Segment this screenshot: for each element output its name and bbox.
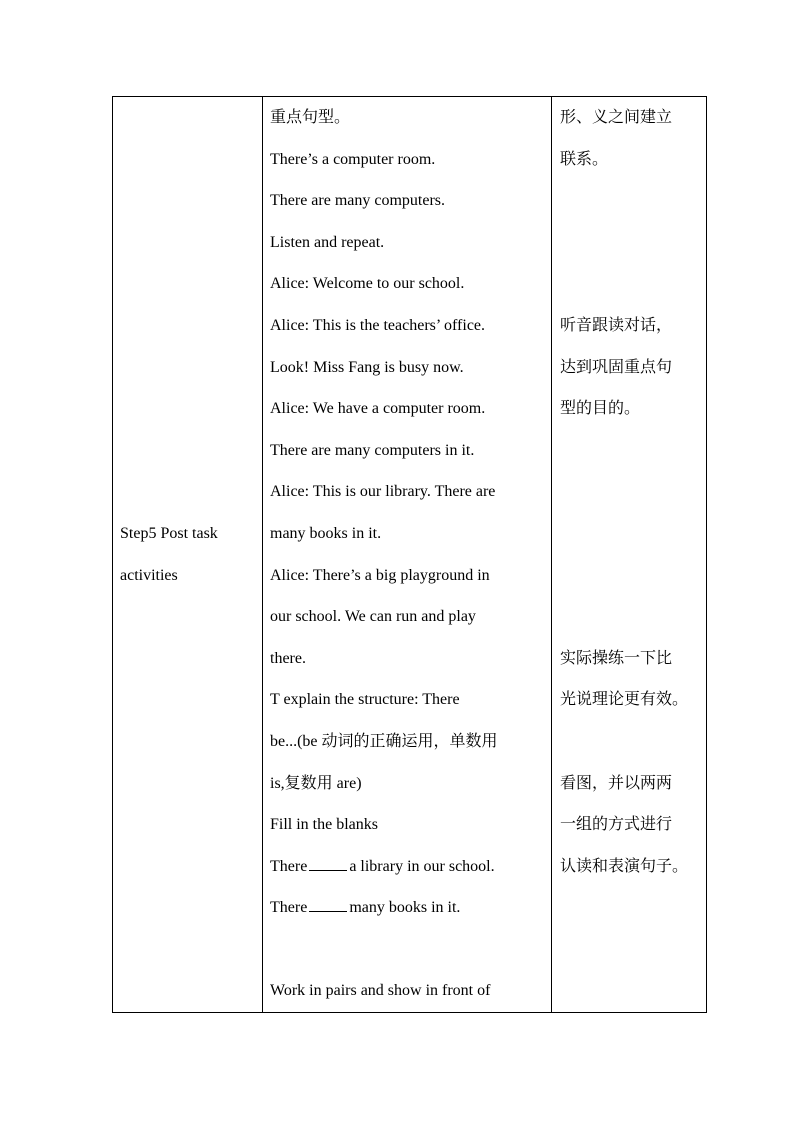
purpose-line: 听音跟读对话， bbox=[560, 316, 673, 334]
purpose-line: 达到巩固重点句 bbox=[560, 358, 673, 376]
step-label-line2: activities bbox=[120, 566, 178, 584]
activity-line: Alice: Welcome to our school. bbox=[270, 275, 465, 293]
purpose-line: 认读和表演句子。 bbox=[560, 857, 689, 875]
purpose-line: 联系。 bbox=[560, 150, 609, 168]
lesson-plan-table bbox=[112, 96, 707, 1013]
activity-cell bbox=[263, 97, 552, 1013]
step-label-line1: Step5 Post task bbox=[120, 524, 218, 542]
purpose-cell bbox=[552, 97, 707, 1013]
activity-line: Alice: This is the teachers’ office. bbox=[270, 316, 486, 334]
step-cell bbox=[113, 97, 263, 1013]
activity-line: There are many computers in it. bbox=[270, 441, 475, 459]
activity-line: Work in pairs and show in front of bbox=[270, 982, 491, 1000]
empty-line bbox=[270, 929, 551, 971]
purpose-gap bbox=[560, 430, 706, 638]
activity-line: Alice: We have a computer room. bbox=[270, 400, 486, 418]
activity-line: There’s a computer room. bbox=[270, 150, 436, 168]
activity-line: is,复数用 are) bbox=[270, 774, 362, 792]
purpose-gap bbox=[560, 180, 706, 305]
purpose-line: 型的目的。 bbox=[560, 400, 641, 418]
fill-blank-prefix: There bbox=[270, 857, 308, 875]
fill-blank-suffix: many books in it. bbox=[349, 899, 461, 917]
activity-line: Listen and repeat. bbox=[270, 233, 385, 251]
activity-line: T explain the structure: There bbox=[270, 691, 460, 709]
activity-line: our school. We can run and play bbox=[270, 608, 476, 626]
purpose-line: 形、义之间建立 bbox=[560, 109, 673, 126]
purpose-line: 实际操练一下比 bbox=[560, 649, 673, 667]
fill-blank-prefix: There bbox=[270, 899, 308, 917]
activity-line: 重点句型。 bbox=[270, 109, 351, 126]
blank-space bbox=[309, 897, 347, 912]
fill-blank-suffix: a library in our school. bbox=[349, 857, 495, 875]
activity-line: Look! Miss Fang is busy now. bbox=[270, 358, 464, 376]
activity-line: Fill in the blanks bbox=[270, 816, 378, 834]
purpose-line: 一组的方式进行 bbox=[560, 816, 673, 834]
activity-line: Alice: There’s a big playground in bbox=[270, 566, 490, 584]
activity-line: there. bbox=[270, 649, 306, 667]
fill-blank-line bbox=[270, 846, 551, 888]
activity-line: many books in it. bbox=[270, 524, 382, 542]
table-row bbox=[113, 97, 707, 1013]
activity-line: Alice: This is our library. There are bbox=[270, 483, 496, 501]
purpose-line: 光说理论更有效。 bbox=[560, 691, 689, 709]
purpose-line: 看图，并以两两 bbox=[560, 774, 673, 792]
activity-line: be...(be 动词的正确运用，单数用 bbox=[270, 732, 498, 750]
purpose-gap bbox=[560, 721, 706, 763]
blank-space bbox=[309, 856, 347, 871]
activity-line: There are many computers. bbox=[270, 192, 446, 210]
fill-blank-line bbox=[270, 887, 551, 929]
